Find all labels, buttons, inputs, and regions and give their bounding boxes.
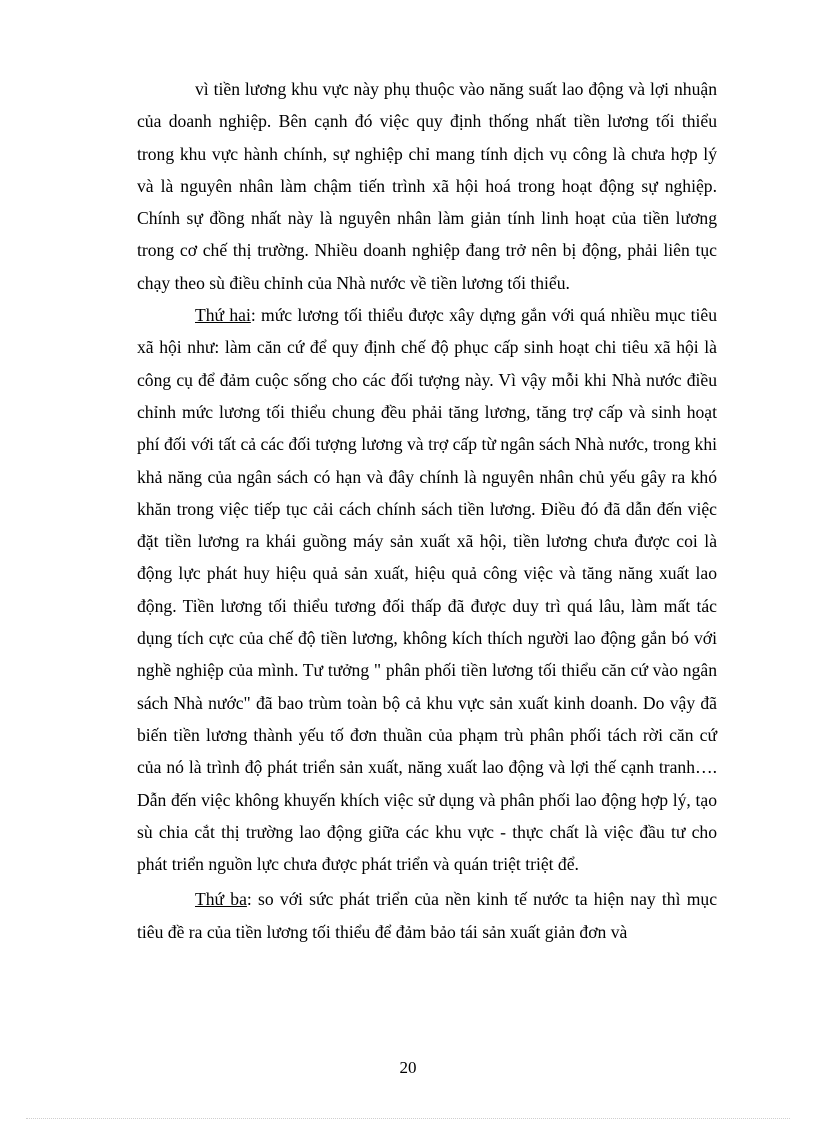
page-number: 20 (399, 1058, 417, 1077)
page-body (137, 73, 717, 948)
paragraph-text: vì tiền lương khu vực này phụ thuộc vào năng suất lao động và lợi nhuận của doanh nghiệp. Bên cạnh đó việc quy định thống nhất tiền lương tối thiểu trong khu vực hành chính, sự nghiệp chỉ mang tính dịch vụ công là chưa hợp lý và là nguyên nhân làm chậm tiến trình xã hội hoá trong hoạt động sự nghiệp. Chính sự đồng nhất này là nguyên nhân làm giản tính linh hoạt của tiền lương trong cơ chế thị trường. Nhiều doanh nghiệp đang trở nên bị động, phải liên tục chạy theo sù điều chỉnh của Nhà nước về tiền lương tối thiểu. (137, 79, 717, 293)
paragraph-text: : so với sức phát triển của nền kinh tế nước ta hiện nay thì mục tiêu đề ra của tiền lương tối thiểu để đảm bảo tái sản xuất giản đơn và (137, 889, 717, 942)
paragraph-thu-ba (137, 883, 717, 948)
paragraph-thu-hai (137, 299, 717, 880)
paragraph-text: : mức lương tối thiểu được xây dựng gắn với quá nhiều mục tiêu xã hội như: làm căn cứ để quy định chế độ phục cấp sinh hoạt chi tiêu xã hội là công cụ để đảm cuộc sống cho các đối tượng này. Vì vậy mỗi khi Nhà nước điều chỉnh mức lương tối thiểu chung đều phải tăng lương, tăng trợ cấp và sinh hoạt phí đối với tất cả các đối tượng lương và trợ cấp từ ngân sách Nhà nước, trong khi khả năng của ngân sách có hạn và đây chính là nguyên nhân chủ yếu gây ra khó khăn trong việc tiếp tục cải cách chính sách tiền lương. Điều đó đã dẫn đến việc đặt tiền lương ra khái guồng máy sản xuất xã hội, tiền lương chưa được coi là động lực phát huy hiệu quả sản xuất, hiệu quả công việc và tăng năng xuất lao động. Tiền lương tối thiểu tương đối thấp đã được duy trì quá lâu, làm mất tác dụng tích cực của chế độ tiền lương, không kích thích người lao động gắn bó với nghề nghiệp của mình. Tư tưởng " phân phối tiền lương tối thiểu căn cứ vào ngân sách Nhà nước" đã bao trùm toàn bộ cả khu vực sản xuất kinh doanh. Do vậy đã biến tiền lương thành yếu tố đơn thuần của phạm trù phân phối tách rời căn cứ của nó là trình độ phát triển sản xuất, năng xuất lao động và lợi thế cạnh tranh…. Dẫn đến việc không khuyến khích việc sử dụng và phân phối lao động hợp lý, tạo sù chia cắt thị trường lao động giữa các khu vực - thực chất là việc đầu tư cho phát triển nguồn lực chưa được phát triển và quán triệt triệt để. (137, 305, 717, 875)
paragraph-lead: Thứ ba (195, 889, 247, 910)
page-bottom-edge (26, 1118, 790, 1119)
paragraph-continuation (137, 73, 717, 299)
paragraph-lead: Thứ hai (195, 305, 251, 326)
